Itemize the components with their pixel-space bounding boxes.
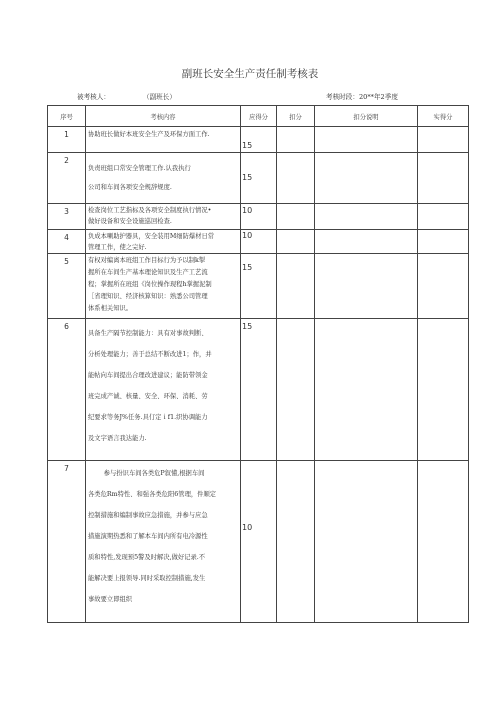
header-deduction: 扣分 [277,106,315,127]
table-row [48,153,469,204]
assessee-label: 被考核人： [77,93,110,101]
actual-score-cell[interactable] [418,319,469,461]
deduction-cell[interactable] [277,230,315,254]
table-row [48,319,469,461]
score-value: 15 [242,141,253,150]
score-value: 10 [242,206,253,215]
assessment-period: 考核时段：20**年2季度 [326,93,398,101]
content-line: 措施演期热悉和了解本车间内所有电冷源性 [88,533,208,540]
actual-score-cell[interactable] [418,461,469,623]
row-number: 4 [48,230,86,254]
deduction-note-cell[interactable] [315,153,418,204]
content-line: 各类危Rm特性、和强各类危阳6管理，件顺定 [88,491,217,498]
deduction-note-cell[interactable] [315,230,418,254]
content-line: 具备生产隔节控制能力：具有对事故判断、 [88,330,208,337]
header-deduction-note: 扣分说明 [315,106,418,127]
table-header-row [48,106,469,127]
content-line: 负责班组口常安全管理工作.认我执行 [88,165,191,172]
header-content: 考核内容 [86,106,241,127]
score-value: 10 [242,231,253,240]
header-score: 应得分 [241,106,277,127]
row-number: 3 [48,204,86,230]
score-value: 15 [242,322,253,331]
row-score [241,230,277,254]
row-score [241,254,277,319]
row-content [86,254,241,319]
deduction-cell[interactable] [277,461,315,623]
content-line: 纪要求等务J%任务.具仃定ｉf1.织协调能力 [88,414,208,421]
content-line: 体系相关知识。 [88,305,133,312]
score-value: 10 [242,523,253,532]
content-line: 握所在车间生产基本理论知识及生产工艺流 [88,269,208,276]
content-line: 管理工作，使之完好. [88,244,147,251]
content-line: 事故要立即组织 [88,596,133,603]
content-line: 及文字语言我达能力. [88,435,147,442]
row-score [241,461,277,623]
content-line: 有权对编离本班组工作目标行为予以制k掣 [88,257,206,264]
deduction-note-cell[interactable] [315,204,418,230]
row-number: 2 [48,153,86,204]
content-line: 程；掌握所在班组《岗位操作现程h掌握泥制 [88,281,212,288]
assessment-table [47,105,469,623]
content-line: 公司和车间各项安全规辞规度. [88,184,172,191]
deduction-cell[interactable] [277,319,315,461]
table-row [48,230,469,254]
row-number: 1 [48,127,86,153]
actual-score-cell[interactable] [418,153,469,204]
content-line: 质和特性,发现预5警及时解决,做好记录.不 [88,554,206,561]
deduction-note-cell[interactable] [315,319,418,461]
content-line: 做好设备和安全设施巡回检查. [88,218,172,225]
header-actual-score: 实得分 [418,106,469,127]
table-row [48,204,469,230]
score-value: 15 [242,263,253,272]
deduction-note-cell[interactable] [315,127,418,153]
row-number: 6 [48,319,86,461]
row-score [241,319,277,461]
deduction-cell[interactable] [277,127,315,153]
actual-score-cell[interactable] [418,127,469,153]
actual-score-cell[interactable] [418,230,469,254]
content-line: 能解决要上报领导.同时采取控制措施,发生 [88,575,206,582]
table-row [48,127,469,153]
content-line: 协助班长做好本班安全生产及环保方面工作. [88,131,210,138]
table-row [48,461,469,623]
content-line: 班完成产诚、核量、安全、环保、消耗、劳 [88,393,208,400]
content-line: 负成本喇助护器具，安全装用M细防爆材日常 [88,233,215,240]
row-number: 5 [48,254,86,319]
document-title: 副班长安全生产责任制考核表 [181,68,319,80]
row-number: 7 [48,461,86,623]
assessee-role: （副班长） [143,93,176,101]
content-line: 检查岗位工艺指标及各项安全制度执行情况• [88,207,212,214]
row-content [86,461,241,623]
content-line: 能帖向车间提出合理改进建议；能防带领金 [88,372,208,379]
row-score [241,204,277,230]
content-line: ［省理知识、经济核算知识：熟悉公司管理 [88,293,208,300]
row-score [241,127,277,153]
score-value: 15 [242,173,253,182]
row-content [86,230,241,254]
row-content [86,204,241,230]
deduction-cell[interactable] [277,254,315,319]
deduction-note-cell[interactable] [315,461,418,623]
row-score [241,153,277,204]
header-no: 序号 [48,106,86,127]
actual-score-cell[interactable] [418,204,469,230]
actual-score-cell[interactable] [418,254,469,319]
content-line: 控制措施和编制事故应急措施，并参与应急 [88,512,208,519]
deduction-cell[interactable] [277,204,315,230]
deduction-cell[interactable] [277,153,315,204]
content-line: 参与扮识车间各类危P叙懂,根据车间 [103,470,205,477]
row-content [86,127,241,153]
content-line: 分析处理能力；善于总结不断改进1；作，并 [88,351,212,358]
table-row [48,254,469,319]
row-content [86,319,241,461]
row-content [86,153,241,204]
deduction-note-cell[interactable] [315,254,418,319]
